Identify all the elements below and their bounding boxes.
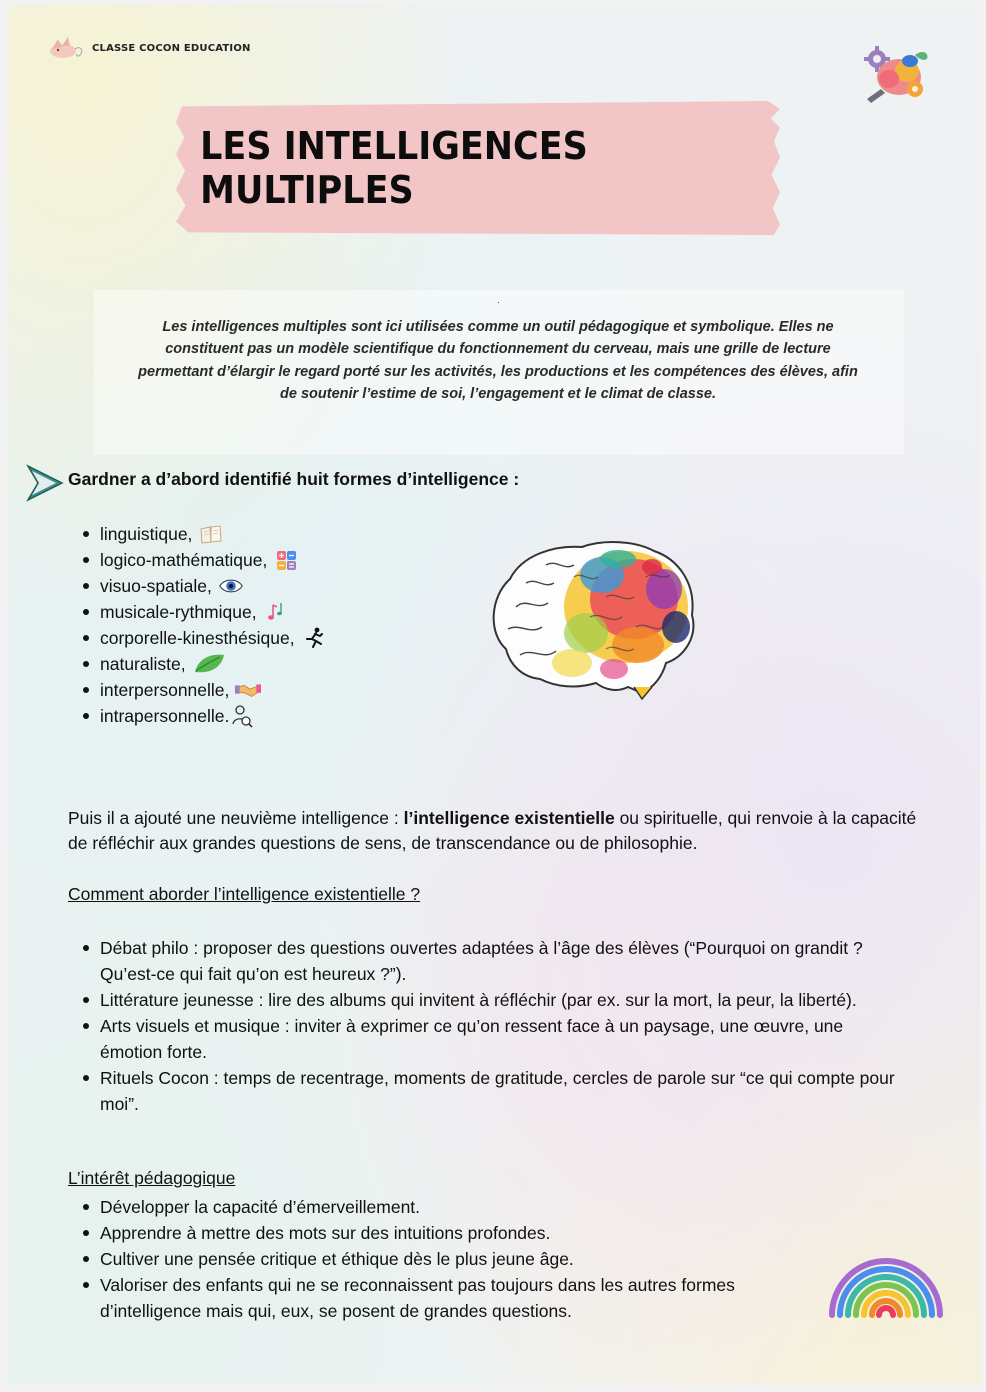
arrow-icon — [26, 463, 64, 503]
existential-intro: Puis il a ajouté une neuvième intelligence : — [68, 808, 404, 828]
list-item — [68, 677, 327, 703]
colorful-brain-illustration — [486, 537, 701, 702]
intelligence-label: logico-mathématique, — [100, 550, 268, 570]
existential-description: ou spirituelle, qui renvoie à la capacité de réfléchir aux grandes questions de sens, de transcendance ou de philosophie. — [68, 808, 917, 853]
self-reflection-icon — [231, 704, 253, 728]
intro-dot: . — [497, 295, 500, 306]
list-item — [68, 573, 327, 599]
list-item — [68, 651, 327, 677]
music-notes-icon — [263, 601, 289, 623]
running-person-icon — [301, 627, 327, 649]
approach-heading: Comment aborder l’intelligence existentielle ? — [68, 884, 421, 904]
intelligence-label: corporelle-kinesthésique, — [100, 628, 295, 648]
list-item — [68, 703, 327, 729]
existential-term: l’intelligence existentielle — [403, 808, 615, 828]
intelligence-label: linguistique, — [100, 524, 193, 544]
brand — [48, 35, 251, 61]
gardner-heading: Gardner a d’abord identifié huit formes d’intelligence : — [68, 469, 520, 489]
list-item: Cultiver une pensée critique et éthique dès le plus jeune âge. — [68, 1246, 828, 1272]
intelligence-label: intrapersonnelle. — [100, 706, 230, 726]
document-page — [8, 5, 980, 1385]
intelligence-label: musicale-rythmique, — [100, 602, 257, 622]
intelligence-label: visuo-spatiale, — [100, 576, 212, 596]
interest-heading: L’intérêt pédagogique — [68, 1168, 236, 1188]
list-item — [68, 625, 327, 651]
list-item: Arts visuels et musique : inviter à exprimer ce qu’on ressent face à un paysage, une œuvre, une émotion forte. — [68, 1013, 908, 1065]
leaf-icon — [192, 652, 226, 676]
list-item — [68, 599, 327, 625]
brand-name: CLASSE COCON EDUCATION — [92, 42, 251, 54]
intelligence-list — [68, 521, 327, 729]
list-item: Valoriser des enfants qui ne se reconnaissent pas toujours dans les autres formes d’intelligence mais qui, eux, se posent de grandes questions. — [68, 1272, 828, 1324]
intelligence-label: interpersonnelle, — [100, 680, 230, 700]
existential-paragraph — [68, 806, 938, 856]
eye-icon — [218, 575, 244, 597]
list-item — [68, 521, 327, 547]
list-item — [68, 547, 327, 573]
book-icon — [198, 523, 224, 545]
handshake-icon — [235, 679, 261, 701]
math-symbols-icon — [273, 549, 299, 571]
fox-logo-icon — [48, 35, 86, 61]
list-item: Débat philo : proposer des questions ouvertes adaptées à l’âge des élèves (“Pourquoi on grandit ? Qu’est-ce qui fait qu’on est heureux ?”). — [68, 935, 908, 987]
colorful-brain-gear-icon — [863, 45, 933, 107]
list-item: Développer la capacité d’émerveillement. — [68, 1194, 828, 1220]
rainbow-icon — [826, 1251, 946, 1321]
page-title: LES INTELLIGENCES MULTIPLES — [200, 124, 588, 212]
intro-text: Les intelligences multiples sont ici utilisées comme un outil pédagogique et symbolique. Elles ne constituent pas un modèle scientifique du fonctionnement du cerveau, mais une grille de lecture permettant d’élargir le regard porté sur les activités, les productions et les compétences des élèves, afin de soutenir l’estime de soi, l’engagement et le climat de classe. — [138, 319, 858, 402]
list-item: Apprendre à mettre des mots sur des intuitions profondes. — [68, 1220, 828, 1246]
interest-list — [68, 1194, 828, 1324]
list-item: Rituels Cocon : temps de recentrage, moments de gratitude, cercles de parole sur “ce qui compte pour moi”. — [68, 1065, 908, 1117]
list-item: Littérature jeunesse : lire des albums qui invitent à réfléchir (par ex. sur la mort, la peur, la liberté). — [68, 987, 908, 1013]
approach-list — [68, 935, 908, 1117]
intelligence-label: naturaliste, — [100, 654, 186, 674]
